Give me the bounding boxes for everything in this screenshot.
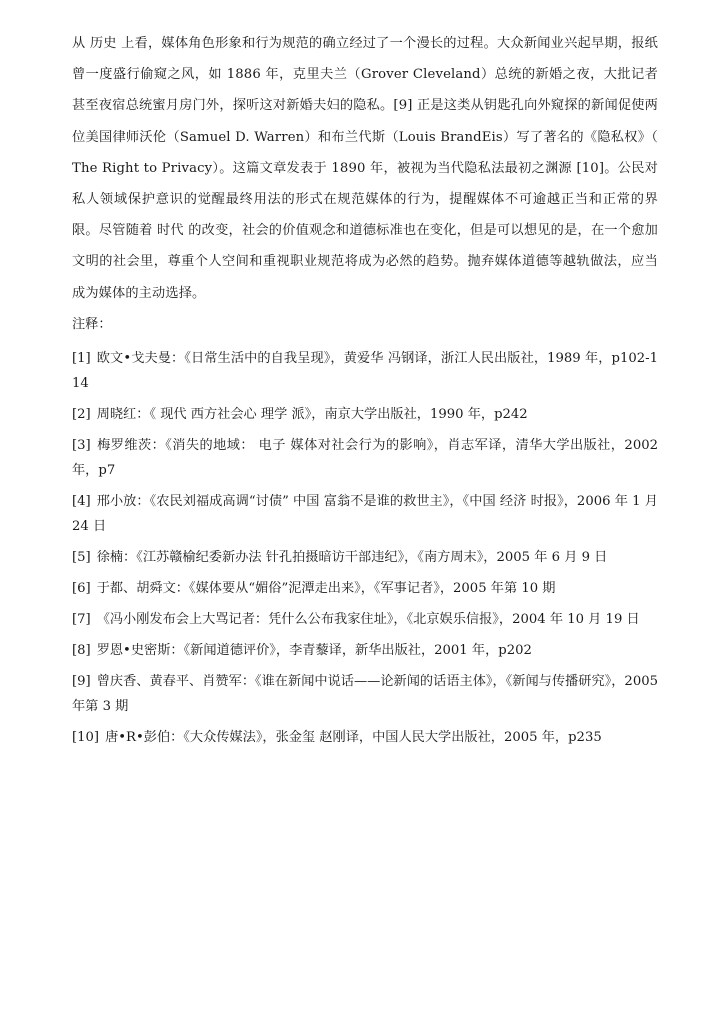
note-number: [3] xyxy=(72,438,91,454)
note-item xyxy=(72,346,658,396)
note-item xyxy=(72,433,658,483)
note-item xyxy=(72,545,658,570)
note-number: [2] xyxy=(72,407,91,423)
note-item xyxy=(72,489,658,539)
note-text: 罗恩•史密斯：《新闻道德评价》，李青藜译，新华出版社，2001 年，p202 xyxy=(96,643,532,659)
note-text: 曾庆香、黄春平、肖赞军：《谁在新闻中说话——论新闻的话语主体》，《新闻与传播研究》，2005 年第 3 期 xyxy=(72,674,658,715)
note-item xyxy=(72,669,658,719)
note-item xyxy=(72,607,658,632)
note-number: [1] xyxy=(72,351,91,367)
notes-list xyxy=(72,346,658,750)
note-text: 周晓红：《 现代 西方社会心 理学 派》，南京大学出版社，1990 年，p242 xyxy=(96,407,528,423)
body-paragraph: 从 历史 上看，媒体角色形象和行为规范的确立经过了一个漫长的过程。大众新闻业兴起早期，报纸曾一度盛行偷窥之风，如 1886 年，克里夫兰（Grover Cleveland）总统的新婚之夜，大批记者甚至夜宿总统蜜月房门外，探听这对新婚夫妇的隐私。[9] 正是这类从钥匙孔向外窥探的新闻促使两位美国律师沃伦（Samuel D. Warren）和布兰代斯（Louis BrandEis）写了著名的《隐私权》（ The Right to Privacy）。这篇文章发表于 1890 年，被视为当代隐私法最初之渊源 [10]。公民对私人领域保护意识的觉醒最终用法的形式在规范媒体的行为，提醒媒体不可逾越正当和正常的界限。尽管随着 时代 的改变，社会的价值观念和道德标准也在变化，但是可以想见的是，在一个愈加文明的社会里，尊重个人空间和重视职业规范将成为必然的趋势。抛弃媒体道德等越轨做法，应当成为媒体的主动选择。 xyxy=(72,36,658,301)
note-text: 欧文•戈夫曼：《日常生活中的自我呈现》，黄爱华 冯钢译，浙江人民出版社，1989 年，p102-114 xyxy=(72,351,658,392)
note-number: [9] xyxy=(72,674,91,690)
notes-heading: 注释： xyxy=(72,316,112,332)
note-number: [4] xyxy=(72,494,91,510)
note-number: [5] xyxy=(72,550,91,566)
document-page xyxy=(72,28,658,750)
note-text: 唐•R•彭伯：《大众传媒法》，张金玺 赵刚译，中国人民大学出版社，2005 年，p235 xyxy=(105,730,602,746)
note-text: 于都、胡舜文：《媒体要从“媚俗”泥潭走出来》，《军事记者》，2005 年第 10 期 xyxy=(96,581,556,597)
note-number: [8] xyxy=(72,643,91,659)
note-number: [6] xyxy=(72,581,91,597)
note-item xyxy=(72,576,658,601)
note-number: [10] xyxy=(72,730,100,746)
note-text: 梅罗维茨：《消失的地域： 电子 媒体对社会行为的影响》，肖志军译，清华大学出版社，2002 年，p7 xyxy=(72,438,658,479)
note-item xyxy=(72,638,658,663)
note-text: 徐楠：《江苏赣榆纪委新办法 针孔拍摄暗访干部违纪》，《南方周末》，2005 年 6 月 9 日 xyxy=(96,550,608,566)
note-item xyxy=(72,725,658,750)
note-number: [7] xyxy=(72,612,91,628)
note-text: 《冯小刚发布会上大骂记者：凭什么公布我家住址》，《北京娱乐信报》，2004 年 10 月 19 日 xyxy=(96,612,640,628)
note-item xyxy=(72,402,658,427)
note-text: 邢小放：《农民刘福成高调“讨债” 中国 富翁不是谁的救世主》，《中国 经济 时报》，2006 年 1 月 24 日 xyxy=(72,494,658,535)
